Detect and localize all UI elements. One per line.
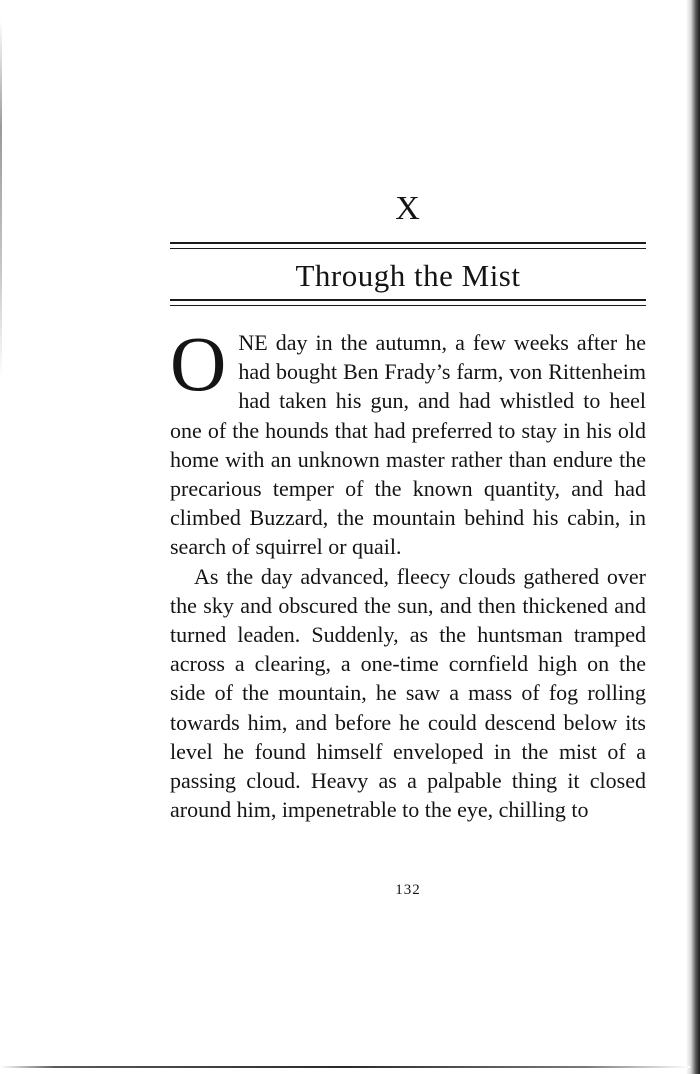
chapter-title: Through the Mist xyxy=(295,258,521,293)
chapter-number: X xyxy=(395,190,421,227)
bottom-page-edge xyxy=(0,1066,690,1068)
page-number: 132 xyxy=(395,882,421,898)
paragraph-2: As the day advanced, fleecy clouds gathered over the sky and obscured the sun, and then thickened and turned leaden. Suddenly, as the huntsman tramped across a clearing, a one-time cornfield high on the side of the mountain, he saw a mass of fog rolling towards him, and before he could descend below its level he found himself enveloped in the mist of a passing cloud. Heavy as a palpable thing it closed around him, impenetrable to the eye, chilling to xyxy=(170,563,646,823)
paragraph-1-text: NE day in the autumn, a few weeks after he had bought Ben Frady’s farm, von Rittenheim had taken his gun, and had whistled to heel one of the hounds that had preferred to stay in his old home with an unknown master rather than endure the precarious temper of the known quantity, and had climbed Buzzard, the mountain behind his cabin, in search of squirrel or quail. xyxy=(170,330,646,560)
title-rule-bottom xyxy=(170,299,646,306)
drop-cap: O xyxy=(170,320,227,407)
body-text xyxy=(170,320,646,824)
paragraph-1 xyxy=(170,320,646,562)
title-rule-top xyxy=(170,242,646,249)
page-edge-right xyxy=(686,0,700,1074)
page-edge-left xyxy=(0,20,2,380)
